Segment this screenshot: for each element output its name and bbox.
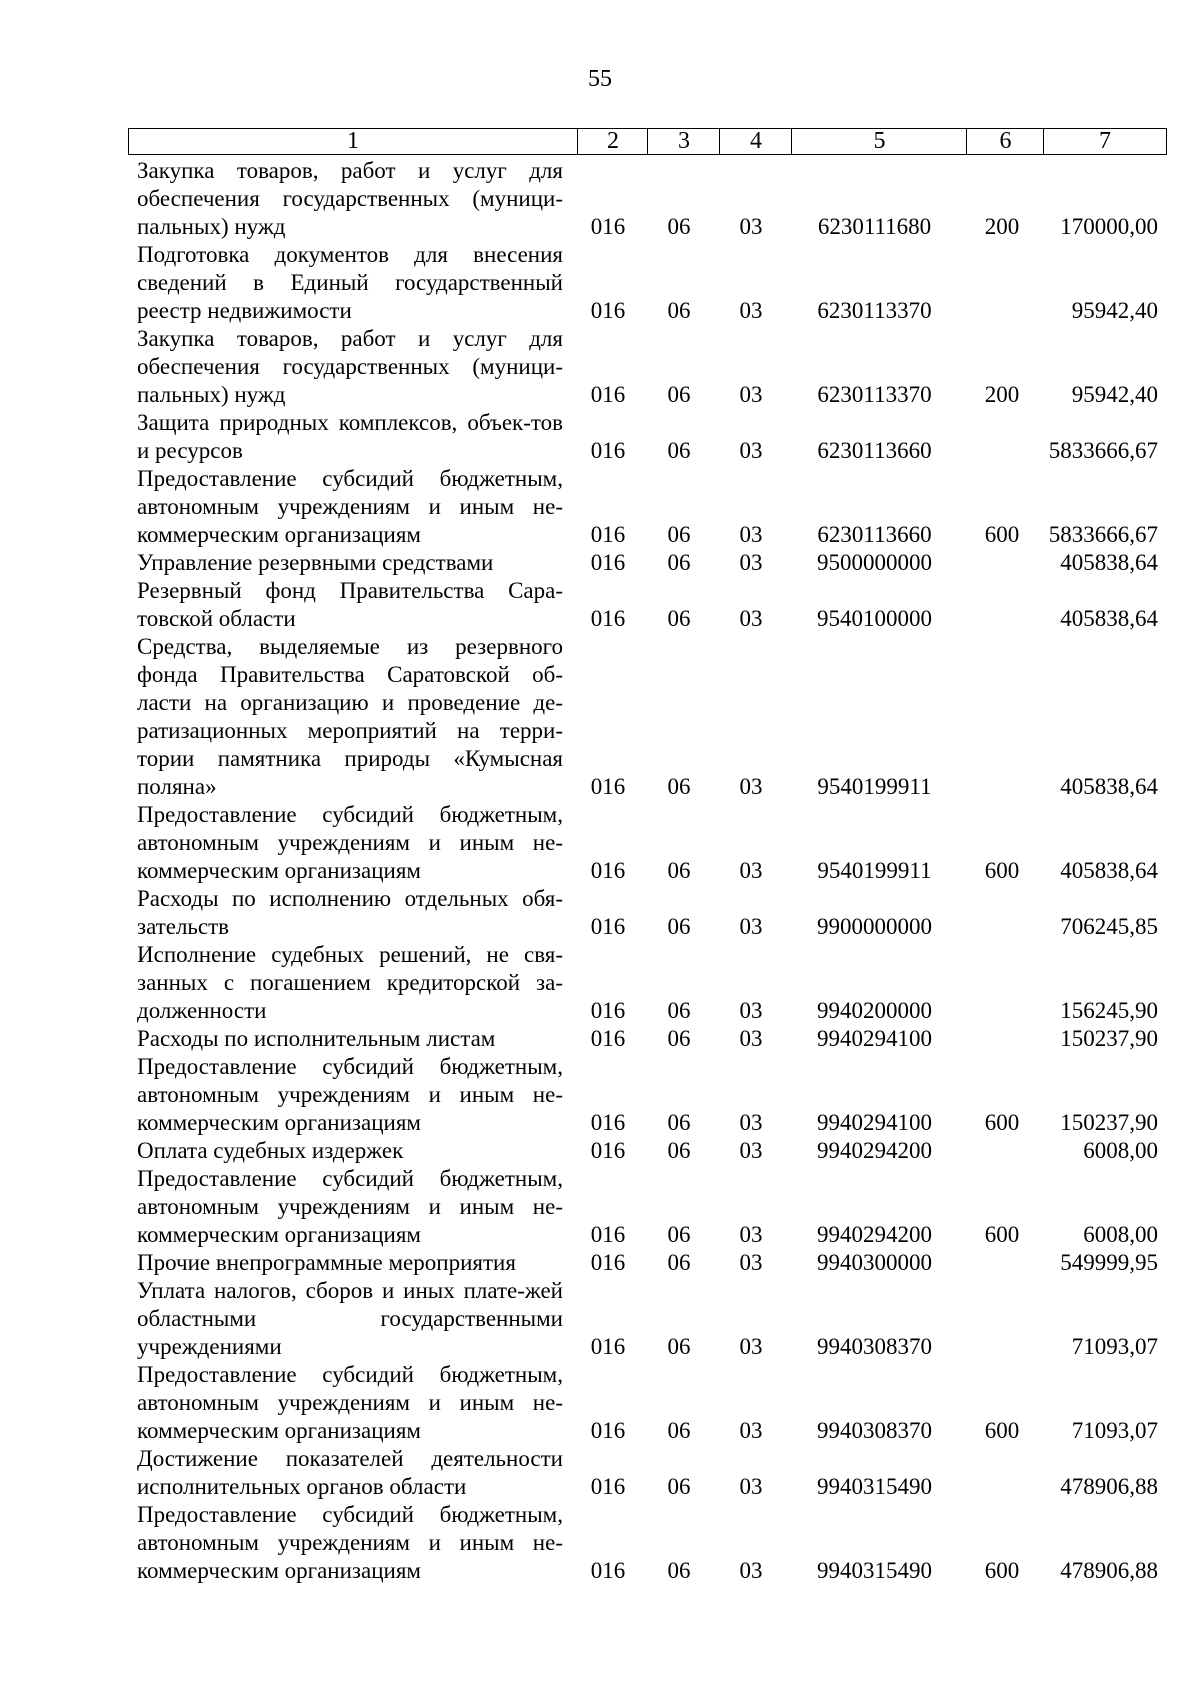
row-col-2: 016 [590, 1250, 626, 1275]
row-col-2: 016 [590, 606, 626, 631]
row-description: Предоставление субсидий бюджетным, автономным учреждениям и иным не-коммерческим организациям [137, 1362, 563, 1443]
row-col-5: 9900000000 [817, 914, 932, 939]
row-col-2: 016 [590, 522, 626, 547]
table-row [0, 885, 1200, 941]
table-row [0, 409, 1200, 465]
table-row [0, 1501, 1200, 1585]
row-description: Предоставление субсидий бюджетным, автономным учреждениям и иным не-коммерческим организациям [137, 1054, 563, 1135]
row-description: Защита природных комплексов, объек-тов и ресурсов [137, 410, 563, 463]
row-col-3: 06 [667, 858, 691, 883]
table-row [0, 1277, 1200, 1361]
header-col-4: 4 [719, 129, 792, 154]
row-col-6: 600 [984, 1110, 1020, 1135]
row-col-4: 03 [739, 1474, 763, 1499]
row-col-7: 5833666,67 [1048, 438, 1158, 463]
row-col-4: 03 [739, 1418, 763, 1443]
row-col-7: 405838,64 [1060, 774, 1158, 799]
row-col-6: 600 [984, 522, 1020, 547]
row-description: Предоставление субсидий бюджетным, автономным учреждениям и иным не-коммерческим организациям [137, 466, 563, 547]
row-col-5: 9940294200 [817, 1138, 932, 1163]
row-col-5: 9940315490 [817, 1474, 932, 1499]
row-col-3: 06 [667, 382, 691, 407]
row-col-4: 03 [739, 606, 763, 631]
row-col-3: 06 [667, 298, 691, 323]
row-col-4: 03 [739, 522, 763, 547]
row-description: Достижение показателей деятельности исполнительных органов области [137, 1446, 563, 1499]
row-col-5: 9940294100 [817, 1026, 932, 1051]
row-col-7: 405838,64 [1060, 550, 1158, 575]
row-col-3: 06 [667, 1110, 691, 1135]
row-description: Закупка товаров, работ и услуг для обеспечения государственных (муници-пальных) нужд [137, 158, 563, 239]
row-col-3: 06 [667, 1250, 691, 1275]
row-col-5: 6230111680 [817, 214, 932, 239]
row-description: Расходы по исполнению отдельных обя-зательств [137, 886, 563, 939]
row-col-4: 03 [739, 1026, 763, 1051]
row-col-7: 478906,88 [1060, 1558, 1158, 1583]
row-col-4: 03 [739, 1334, 763, 1359]
row-col-5: 9940308370 [817, 1334, 932, 1359]
row-col-2: 016 [590, 438, 626, 463]
row-col-4: 03 [739, 1110, 763, 1135]
row-col-5: 9540199911 [817, 774, 932, 799]
row-col-3: 06 [667, 1026, 691, 1051]
row-col-7: 6008,00 [1083, 1222, 1158, 1247]
row-description: Уплата налогов, сборов и иных плате-жей областными государственными учреждениями [137, 1278, 563, 1359]
page-number: 55 [588, 66, 612, 92]
row-col-4: 03 [739, 382, 763, 407]
row-col-5: 9500000000 [817, 550, 932, 575]
table-row [0, 1053, 1200, 1137]
row-col-3: 06 [667, 1138, 691, 1163]
row-col-2: 016 [590, 550, 626, 575]
row-description: Закупка товаров, работ и услуг для обеспечения государственных (муници-пальных) нужд [137, 326, 563, 407]
header-col-7: 7 [1043, 129, 1166, 154]
row-col-5: 9940315490 [817, 1558, 932, 1583]
row-col-4: 03 [739, 998, 763, 1023]
row-col-5: 6230113370 [817, 298, 932, 323]
row-col-5: 6230113660 [817, 522, 932, 547]
row-col-2: 016 [590, 1110, 626, 1135]
table-row [0, 325, 1200, 409]
row-col-7: 478906,88 [1060, 1474, 1158, 1499]
row-col-3: 06 [667, 1474, 691, 1499]
row-col-5: 6230113660 [817, 438, 932, 463]
row-col-7: 156245,90 [1060, 998, 1158, 1023]
row-description: Управление резервными средствами [137, 550, 494, 575]
row-col-2: 016 [590, 998, 626, 1023]
row-col-3: 06 [667, 1334, 691, 1359]
row-description: Предоставление субсидий бюджетным, автономным учреждениям и иным не-коммерческим организациям [137, 1502, 563, 1583]
row-col-7: 71093,07 [1071, 1418, 1158, 1443]
row-col-7: 170000,00 [1060, 214, 1158, 239]
row-col-4: 03 [739, 858, 763, 883]
row-col-3: 06 [667, 998, 691, 1023]
row-col-5: 9940294100 [817, 1110, 932, 1135]
row-col-3: 06 [667, 550, 691, 575]
row-col-2: 016 [590, 1474, 626, 1499]
table-body [0, 157, 1200, 1585]
row-col-6: 200 [984, 214, 1020, 239]
row-col-2: 016 [590, 914, 626, 939]
row-col-5: 9940308370 [817, 1418, 932, 1443]
row-col-3: 06 [667, 1222, 691, 1247]
row-col-4: 03 [739, 1138, 763, 1163]
row-col-3: 06 [667, 606, 691, 631]
row-col-7: 706245,85 [1060, 914, 1158, 939]
row-col-5: 9540100000 [817, 606, 932, 631]
row-col-2: 016 [590, 1558, 626, 1583]
row-col-5: 9940294200 [817, 1222, 932, 1247]
row-col-3: 06 [667, 522, 691, 547]
row-col-7: 6008,00 [1083, 1138, 1158, 1163]
row-col-7: 405838,64 [1060, 858, 1158, 883]
row-col-3: 06 [667, 214, 691, 239]
row-col-4: 03 [739, 550, 763, 575]
row-col-4: 03 [739, 774, 763, 799]
row-col-6: 600 [984, 858, 1020, 883]
row-col-4: 03 [739, 1250, 763, 1275]
row-col-3: 06 [667, 438, 691, 463]
row-col-2: 016 [590, 1222, 626, 1247]
table-header [128, 128, 1167, 155]
row-description: Предоставление субсидий бюджетным, автономным учреждениям и иным не-коммерческим организациям [137, 1166, 563, 1247]
table-row [0, 157, 1200, 241]
row-col-2: 016 [590, 1138, 626, 1163]
table-row [0, 1165, 1200, 1249]
row-col-3: 06 [667, 1418, 691, 1443]
row-col-5: 9940300000 [817, 1250, 932, 1275]
row-col-2: 016 [590, 382, 626, 407]
row-col-7: 95942,40 [1071, 382, 1158, 407]
row-description: Предоставление субсидий бюджетным, автономным учреждениям и иным не-коммерческим организациям [137, 802, 563, 883]
row-col-7: 95942,40 [1071, 298, 1158, 323]
row-col-2: 016 [590, 1026, 626, 1051]
row-description: Прочие внепрограммные мероприятия [137, 1250, 516, 1275]
row-col-4: 03 [739, 1222, 763, 1247]
table-row [0, 577, 1200, 633]
table-row [0, 1137, 1200, 1165]
table-row [0, 549, 1200, 577]
row-col-5: 9940200000 [817, 998, 932, 1023]
row-col-6: 200 [984, 382, 1020, 407]
row-col-3: 06 [667, 774, 691, 799]
row-col-2: 016 [590, 1334, 626, 1359]
row-col-3: 06 [667, 914, 691, 939]
row-description: Средства, выделяемые из резервного фонда Правительства Саратовской об-ласти на организацию и проведение де-ратизационных мероприятий на терри-тории памятника природы «Кумысная поляна» [137, 634, 563, 799]
row-col-6: 600 [984, 1558, 1020, 1583]
row-description: Расходы по исполнительным листам [137, 1026, 496, 1051]
row-col-2: 016 [590, 858, 626, 883]
table-row [0, 1361, 1200, 1445]
row-col-7: 5833666,67 [1048, 522, 1158, 547]
row-col-3: 06 [667, 1558, 691, 1583]
row-description: Оплата судебных издержек [137, 1138, 404, 1163]
row-col-7: 150237,90 [1060, 1110, 1158, 1135]
row-col-7: 150237,90 [1060, 1026, 1158, 1051]
table-row [0, 465, 1200, 549]
row-description: Подготовка документов для внесения сведений в Единый государственный реестр недвижимости [137, 242, 563, 323]
table-row [0, 1025, 1200, 1053]
row-col-4: 03 [739, 438, 763, 463]
table-row [0, 633, 1200, 801]
row-col-7: 71093,07 [1071, 1334, 1158, 1359]
row-col-2: 016 [590, 298, 626, 323]
header-col-5: 5 [791, 129, 967, 154]
row-col-2: 016 [590, 1418, 626, 1443]
table-row [0, 1249, 1200, 1277]
header-col-2: 2 [577, 129, 648, 154]
header-col-3: 3 [647, 129, 720, 154]
row-col-7: 549999,95 [1060, 1250, 1158, 1275]
header-col-1: 1 [347, 128, 359, 154]
row-col-2: 016 [590, 774, 626, 799]
row-description: Резервный фонд Правительства Сара-товской области [137, 578, 563, 631]
row-description: Исполнение судебных решений, не свя-занных с погашением кредиторской за-долженности [137, 942, 563, 1023]
row-col-4: 03 [739, 914, 763, 939]
row-col-5: 6230113370 [817, 382, 932, 407]
table-row [0, 801, 1200, 885]
table-row [0, 1445, 1200, 1501]
row-col-4: 03 [739, 214, 763, 239]
row-col-6: 600 [984, 1222, 1020, 1247]
row-col-7: 405838,64 [1060, 606, 1158, 631]
row-col-2: 016 [590, 214, 626, 239]
table-row [0, 941, 1200, 1025]
header-col-6: 6 [966, 129, 1044, 154]
row-col-5: 9540199911 [817, 858, 932, 883]
row-col-4: 03 [739, 298, 763, 323]
row-col-6: 600 [984, 1418, 1020, 1443]
table-row [0, 241, 1200, 325]
row-col-4: 03 [739, 1558, 763, 1583]
